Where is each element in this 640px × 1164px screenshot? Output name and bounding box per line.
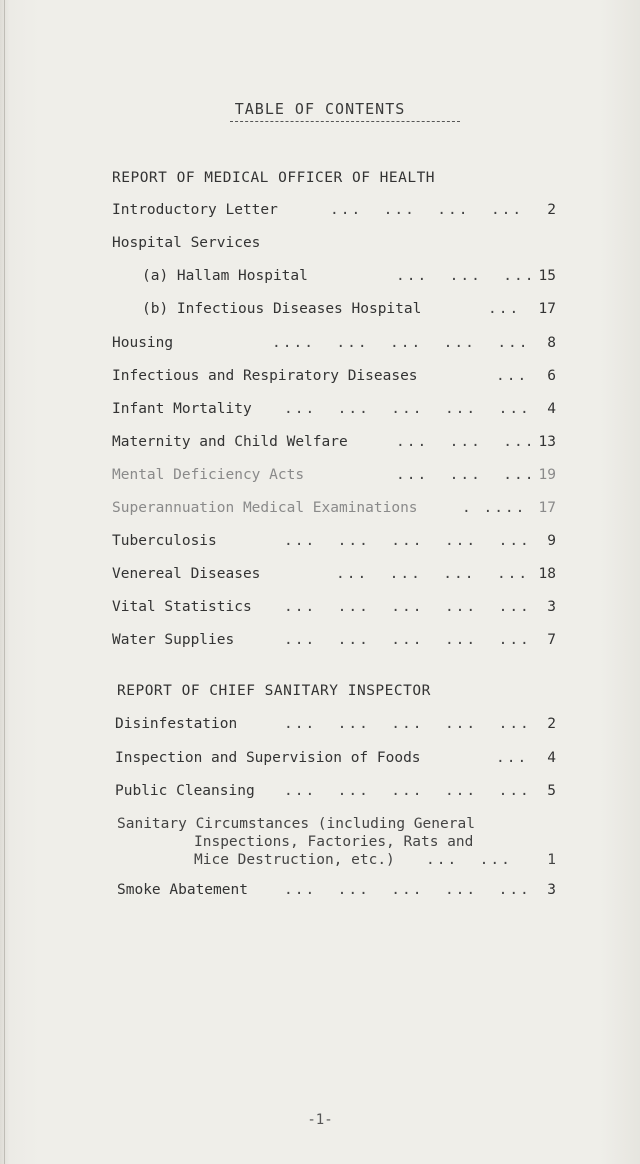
entry-label: Maternity and Child Welfare bbox=[112, 434, 348, 450]
section-heading-medical: REPORT OF MEDICAL OFFICER OF HEALTH bbox=[112, 170, 436, 186]
entry-page: 8 bbox=[547, 335, 556, 351]
toc-entry bbox=[0, 632, 640, 656]
dot-leaders: ... ... ... ... bbox=[330, 202, 524, 218]
entry-page: 7 bbox=[547, 632, 556, 648]
toc-entry bbox=[0, 750, 640, 774]
entry-label: Introductory Letter bbox=[112, 202, 278, 218]
entry-label: Smoke Abatement bbox=[117, 882, 248, 898]
entry-page: 17 bbox=[538, 301, 556, 317]
dot-leaders: . .... bbox=[462, 500, 527, 516]
toc-entry bbox=[0, 467, 640, 491]
title-underline bbox=[230, 121, 460, 122]
dot-leaders: ... ... ... ... ... bbox=[284, 599, 531, 615]
entry-label: Venereal Diseases bbox=[112, 566, 261, 582]
toc-entry bbox=[0, 368, 640, 392]
entry-page: 2 bbox=[547, 202, 556, 218]
toc-entry bbox=[0, 235, 640, 259]
entry-page: 3 bbox=[547, 599, 556, 615]
toc-entry bbox=[0, 783, 640, 807]
dot-leaders: .... ... ... ... ... bbox=[272, 335, 530, 351]
dot-leaders: ... bbox=[488, 301, 521, 317]
toc-entry bbox=[0, 335, 640, 359]
entry-label: Water Supplies bbox=[112, 632, 235, 648]
section-heading-sanitary: REPORT OF CHIEF SANITARY INSPECTOR bbox=[117, 683, 431, 699]
dot-leaders: ... ... ... ... ... bbox=[284, 882, 531, 898]
toc-entry bbox=[0, 882, 640, 906]
toc-entry bbox=[0, 434, 640, 458]
entry-page: 15 bbox=[538, 268, 556, 284]
entry-page: 2 bbox=[547, 716, 556, 732]
toc-entry bbox=[0, 301, 640, 325]
dot-leaders: ... ... ... bbox=[396, 467, 536, 483]
entry-page: 3 bbox=[547, 882, 556, 898]
entry-label: Infectious and Respiratory Diseases bbox=[112, 368, 418, 384]
entry-label: Sanitary Circumstances (including General bbox=[117, 816, 475, 832]
dot-leaders: ... ... ... ... ... bbox=[284, 533, 531, 549]
toc-entry bbox=[0, 500, 640, 524]
entry-label: Public Cleansing bbox=[115, 783, 255, 799]
entry-label: Inspection and Supervision of Foods bbox=[115, 750, 421, 766]
dot-leaders: ... ... ... bbox=[396, 434, 536, 450]
toc-entry bbox=[0, 401, 640, 425]
page-title: TABLE OF CONTENTS bbox=[234, 100, 406, 118]
entry-label: Hospital Services bbox=[112, 235, 261, 251]
dot-leaders: ... bbox=[496, 368, 529, 384]
toc-entry bbox=[0, 599, 640, 623]
entry-label: (a) Hallam Hospital bbox=[142, 268, 308, 284]
entry-label: Housing bbox=[112, 335, 174, 351]
entry-label-line3: Mice Destruction, etc.) bbox=[194, 852, 395, 868]
entry-label-line2: Inspections, Factories, Rats and bbox=[194, 834, 474, 850]
entry-page: 4 bbox=[547, 401, 556, 417]
entry-page: 1 bbox=[547, 852, 556, 868]
toc-entry bbox=[0, 533, 640, 557]
entry-label: Infant Mortality bbox=[112, 401, 252, 417]
entry-label: Mental Deficiency Acts bbox=[112, 467, 305, 483]
entry-page: 4 bbox=[547, 750, 556, 766]
toc-entry bbox=[0, 566, 640, 590]
dot-leaders: ... ... ... ... ... bbox=[284, 783, 531, 799]
entry-page: 18 bbox=[538, 566, 556, 582]
entry-page: 17 bbox=[538, 500, 556, 516]
dot-leaders: ... ... ... ... bbox=[336, 566, 530, 582]
dot-leaders: ... ... bbox=[426, 852, 512, 868]
dot-leaders: ... ... ... ... ... bbox=[284, 401, 531, 417]
toc-entry bbox=[0, 268, 640, 292]
entry-label: (b) Infectious Diseases Hospital bbox=[142, 301, 422, 317]
entry-label: Vital Statistics bbox=[112, 599, 252, 615]
toc-entry bbox=[0, 716, 640, 740]
page-number-footer: -1- bbox=[307, 1112, 333, 1128]
entry-label: Tuberculosis bbox=[112, 533, 217, 549]
entry-label: Superannuation Medical Examinations bbox=[112, 500, 418, 516]
toc-entry bbox=[0, 202, 640, 226]
entry-page: 13 bbox=[538, 434, 556, 450]
entry-page: 6 bbox=[547, 368, 556, 384]
entry-label: Disinfestation bbox=[115, 716, 238, 732]
entry-page: 9 bbox=[547, 533, 556, 549]
entry-page: 5 bbox=[547, 783, 556, 799]
dot-leaders: ... ... ... bbox=[396, 268, 536, 284]
dot-leaders: ... ... ... ... ... bbox=[284, 716, 531, 732]
dot-leaders: ... ... ... ... ... bbox=[284, 632, 531, 648]
entry-page: 19 bbox=[538, 467, 556, 483]
dot-leaders: ... bbox=[496, 750, 529, 766]
